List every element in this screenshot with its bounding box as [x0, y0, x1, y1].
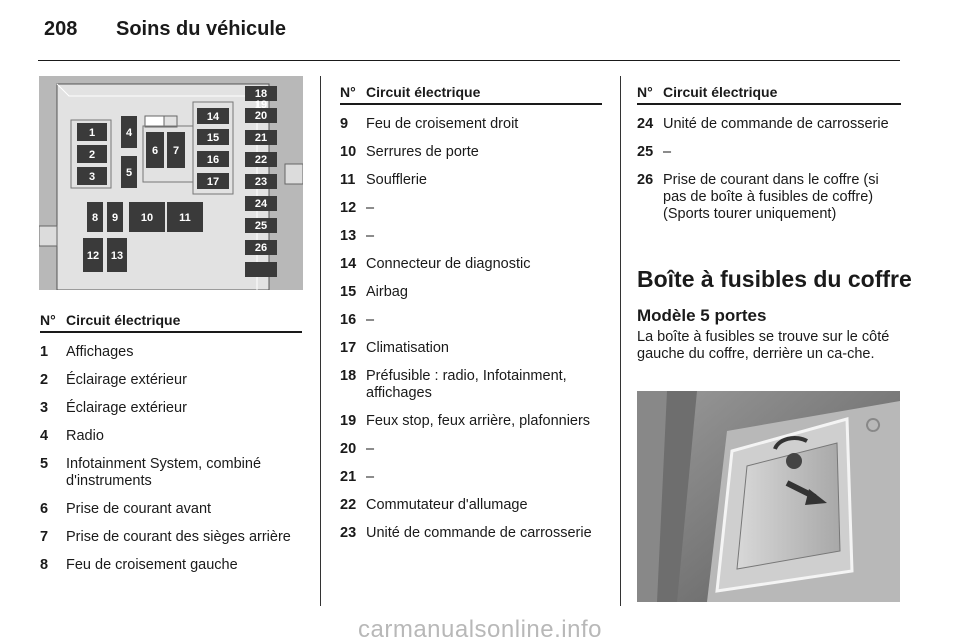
- fuse-label: 20: [254, 110, 268, 122]
- table-row: 7 Prise de courant des sièges arrière: [40, 529, 291, 545]
- table-header: [40, 312, 302, 328]
- fuse-box-diagram: [39, 76, 303, 295]
- table-row: 4 Radio: [40, 428, 104, 444]
- table-row: 24 Unité de commande de carrosserie: [637, 116, 889, 132]
- table-row: 20 –: [340, 441, 375, 457]
- table-row: 11 Soufflerie: [340, 172, 427, 188]
- fuse-label: 26: [254, 242, 268, 254]
- table-row: 5 Infotainment System, combiné d'instruments: [40, 456, 262, 489]
- table-row: 13 –: [340, 228, 375, 244]
- table-row: 6 Prise de courant avant: [40, 501, 212, 517]
- table-row: 8 Feu de croisement gauche: [40, 557, 238, 573]
- table-row: 22 Commutateur d'allumage: [340, 497, 528, 513]
- header-circuit: Circuit électrique: [663, 84, 778, 100]
- fuse-table-2: [340, 84, 602, 542]
- table-rule: [637, 103, 901, 105]
- header-number: N°: [40, 312, 56, 328]
- table-row: 26 Prise de courant dans le coffre (si pas de boîte à fusibles de coffre) (Sports tourer uniquement): [637, 172, 879, 222]
- table-row: 17 Climatisation: [340, 340, 449, 356]
- section-title: Boîte à fusibles du coffre: [637, 266, 912, 292]
- table-rule: [40, 331, 302, 333]
- table-row: 16 –: [340, 312, 375, 328]
- table-row: 18 Préfusible : radio, Infotainment, affichages: [340, 368, 567, 401]
- fuse-label: 7: [172, 145, 180, 157]
- table-row: 1 Affichages: [40, 344, 134, 360]
- fuse-label: 9: [111, 212, 119, 224]
- table-row: 25 –: [637, 144, 672, 160]
- fuse-label: 24: [254, 198, 268, 210]
- table-row: 14 Connecteur de diagnostic: [340, 256, 531, 272]
- fuse-label: 14: [206, 111, 220, 123]
- fuse-label: 1: [88, 127, 96, 139]
- fuse-label: 3: [88, 171, 96, 183]
- fuse-label: 22: [254, 154, 268, 166]
- header-rule: [38, 60, 900, 61]
- page-number: 208: [44, 18, 78, 40]
- header-number: N°: [637, 84, 653, 100]
- fuse-label: 11: [179, 212, 191, 224]
- table-rule: [340, 103, 602, 105]
- fuse-label: 5: [125, 167, 133, 179]
- table-row: 2 Éclairage extérieur: [40, 372, 187, 388]
- fuse-label: 17: [206, 176, 220, 188]
- header-number: N°: [340, 84, 356, 100]
- fuse-label: 13: [110, 250, 124, 262]
- fuse-label: 25: [254, 220, 268, 232]
- column-divider: [620, 76, 621, 606]
- table-header: [340, 84, 602, 100]
- table-row: 9 Feu de croisement droit: [340, 116, 519, 132]
- header-circuit: Circuit électrique: [366, 84, 481, 100]
- fuse-label: 8: [91, 212, 99, 224]
- fuse-label: 19: [254, 99, 268, 111]
- fuse-label: 10: [140, 212, 154, 224]
- table-row: 21 –: [340, 469, 375, 485]
- fuse-label: 15: [206, 132, 220, 144]
- fuse-label: 12: [86, 250, 100, 262]
- column-divider: [320, 76, 321, 606]
- fuse-label: 16: [206, 154, 220, 166]
- section-subtitle: Modèle 5 portes: [637, 306, 767, 325]
- table-row: 3 Éclairage extérieur: [40, 400, 187, 416]
- fuse-label: 4: [125, 127, 133, 139]
- fuse-table-3: [637, 84, 901, 223]
- trunk-photo: [637, 391, 900, 607]
- fuse-label: 23: [254, 176, 268, 188]
- table-row: 10 Serrures de porte: [340, 144, 479, 160]
- table-row: 23 Unité de commande de carrosserie: [340, 525, 592, 541]
- fuse-table-1: [40, 312, 302, 574]
- table-row: 12 –: [340, 200, 375, 216]
- table-row: 15 Airbag: [340, 284, 408, 300]
- section-text: La boîte à fusibles se trouve sur le côté gauche du coffre, derrière un ca-che.: [637, 329, 890, 362]
- fuse-label: 6: [151, 145, 159, 157]
- page-title: Soins du véhicule: [116, 18, 287, 40]
- fuse-label: 21: [254, 132, 268, 144]
- table-header: [637, 84, 901, 100]
- watermark: carmanualsonline.info: [358, 616, 602, 643]
- fuse-label: 18: [254, 88, 268, 100]
- table-row: 19 Feux stop, feux arrière, plafonniers: [340, 413, 591, 429]
- header-circuit: Circuit électrique: [66, 312, 181, 328]
- fuse-label: 2: [88, 149, 96, 161]
